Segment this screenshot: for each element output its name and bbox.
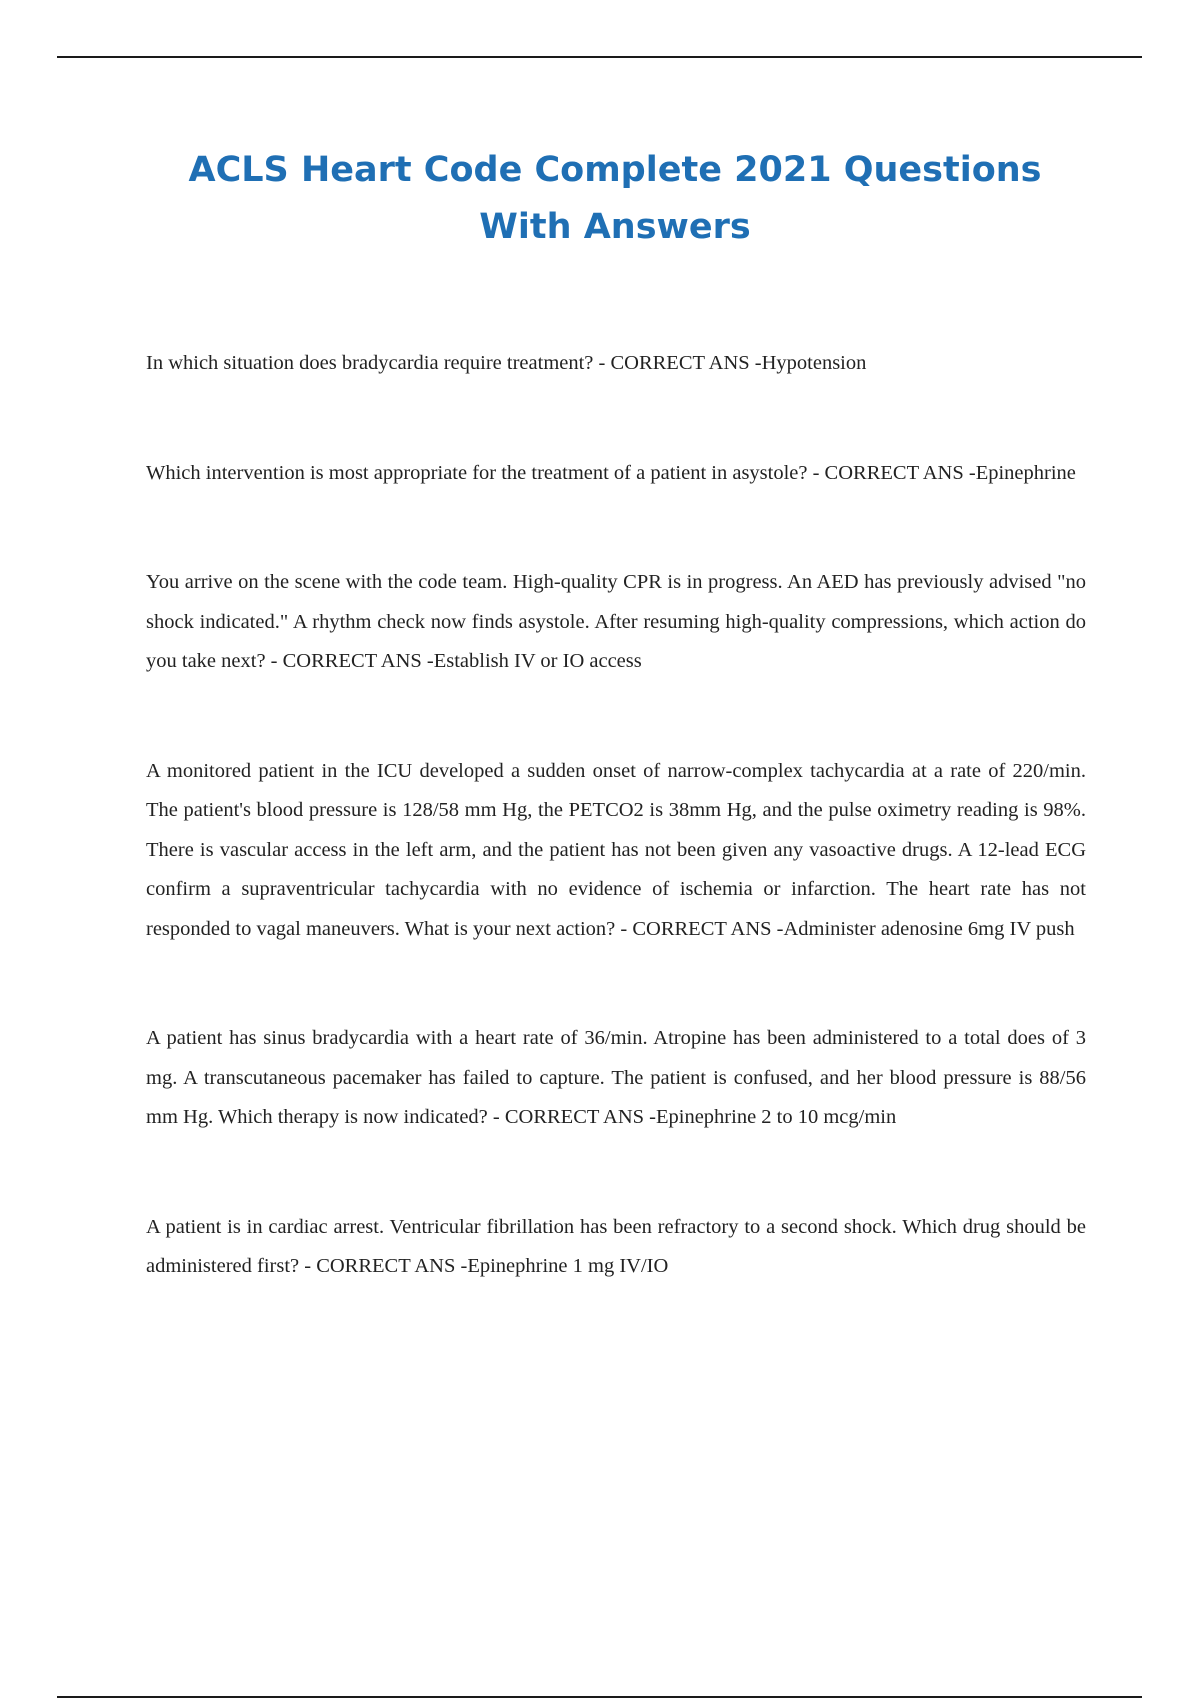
bottom-divider [57,1696,1142,1698]
qa-item-3: You arrive on the scene with the code team. High-quality CPR is in progress. An AED has previously advised "no shock indicated." A rhythm check now finds asystole. After resuming high-quality compressions, which action do you take next? - CORRECT ANS -Establish IV or IO access [146,571,1086,672]
qa-item-2: Which intervention is most appropriate for the treatment of a patient in asystole? - CORRECT ANS -Epinephrine [146,461,1076,484]
qa-item-4: A monitored patient in the ICU developed a sudden onset of narrow-complex tachycardia at a rate of 220/min. The patient's blood pressure is 128/58 mm Hg, the PETCO2 is 38mm Hg, and the pulse oximetry reading is 98%. There is vascular access in the left arm, and the patient has not been given any vasoactive drugs. A 12-lead ECG confirm a supraventricular tachycardia with no evidence of ischemia or infarction. The heart rate has not responded to vagal maneuvers. What is your next action? - CORRECT ANS -Administer adenosine 6mg IV push [146,759,1086,940]
top-divider [57,56,1142,58]
qa-item-6: A patient is in cardiac arrest. Ventricular fibrillation has been refractory to a second shock. Which drug should be administered first? - CORRECT ANS -Epinephrine 1 mg IV/IO [146,1215,1086,1277]
qa-item-1: In which situation does bradycardia require treatment? - CORRECT ANS -Hypotension [146,352,867,374]
qa-list [146,344,1086,1287]
qa-item-5: A patient has sinus bradycardia with a heart rate of 36/min. Atropine has been administered to a total does of 3 mg. A transcutaneous pacemaker has failed to capture. The patient is confused, and her blood pressure is 88/56 mm Hg. Which therapy is now indicated? - CORRECT ANS -Epinephrine 2 to 10 mcg/min [146,1027,1086,1128]
document-title: ACLS Heart Code Complete 2021 Questions With Answers [188,150,1042,247]
